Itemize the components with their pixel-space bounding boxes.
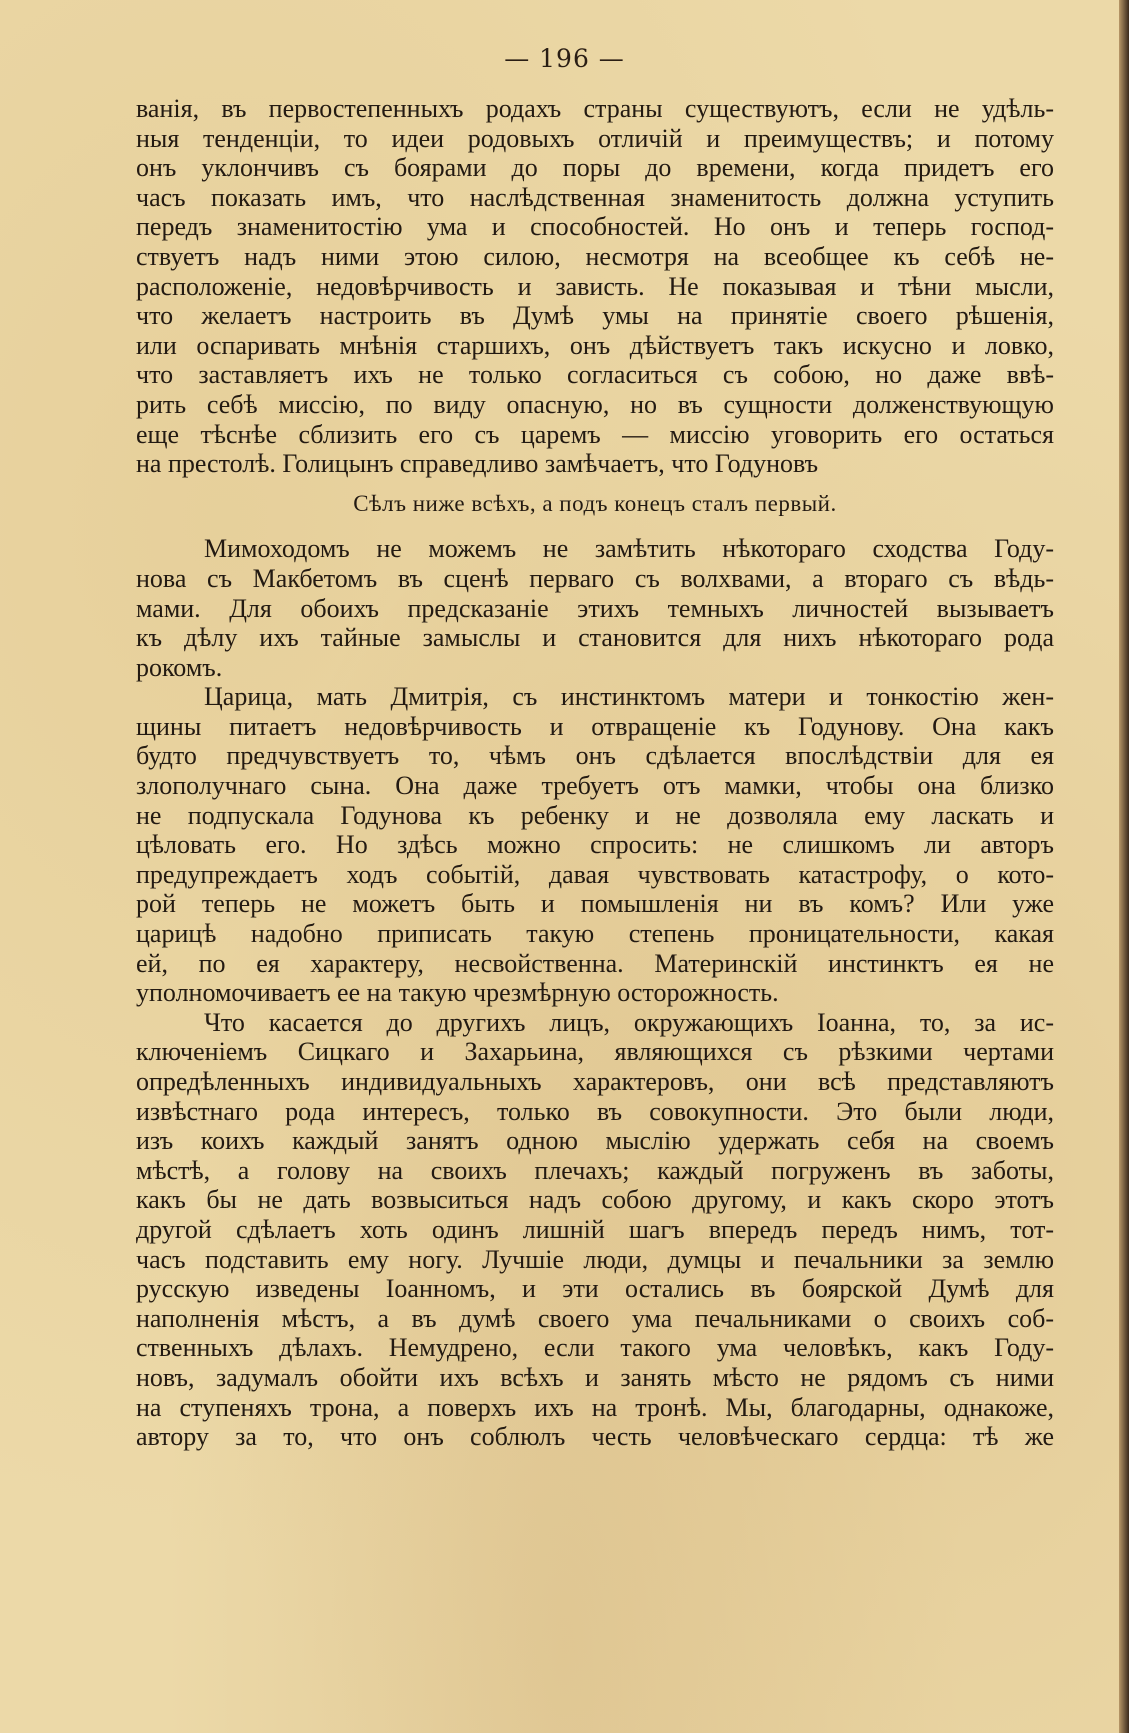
text-line: Мимоходомъ не можемъ не замѣтить нѣкотораго сходства Году-: [204, 534, 1054, 564]
text-line: наполненія мѣстъ, а въ думѣ своего ума печальниками о своихъ соб-: [136, 1303, 1054, 1333]
text-line: уполномочиваетъ ее на такую чрезмѣрную осторожность.: [136, 978, 779, 1008]
text-line: къ дѣлу ихъ тайные замыслы и становится для нихъ нѣкотораго рода: [136, 623, 1054, 653]
text-line: русскую изведены Іоанномъ, и эти остались въ боярской Думѣ для: [136, 1274, 1054, 1304]
page-edge-shadow: [1119, 0, 1129, 1733]
text-line: рой теперь не можетъ быть и помышленія ни въ комъ? Или уже: [136, 889, 1054, 919]
text-line: на ступеняхъ трона, а поверхъ ихъ на тронѣ. Мы, благодарны, однакоже,: [136, 1392, 1054, 1422]
text-line: рокомъ.: [136, 652, 223, 682]
text-line: новъ, задумалъ обойти ихъ всѣхъ и занять мѣсто не рядомъ съ ними: [136, 1362, 1054, 1392]
text-line: ванія, въ первостепенныхъ родахъ страны существуютъ, если не удѣль-: [136, 94, 1054, 123]
text-line: извѣстнаго рода интересъ, только въ совокупности. Это были люди,: [136, 1096, 1054, 1126]
text-line: онъ уклончивъ съ боярами до поры до времени, когда придетъ его: [136, 153, 1054, 183]
text-line: цѣловать его. Но здѣсь можно спросить: не слишкомъ ли авторъ: [136, 830, 1054, 860]
text-line: ключеніемъ Сицкаго и Захарьина, являющихся съ рѣзкими чертами: [136, 1037, 1054, 1067]
text-line: предупреждаетъ ходъ событій, давая чувствовать катастрофу, о кото-: [136, 859, 1054, 889]
page-text: [136, 94, 1054, 1452]
page-number: — 196 —: [504, 44, 625, 73]
text-line: изъ коихъ каждый занятъ одною мыслію удержать себя на своемъ: [136, 1126, 1054, 1156]
text-line: ныя тенденціи, то идеи родовыхъ отличій и преимуществъ; и потому: [136, 123, 1054, 153]
text-line: Что касается до другихъ лицъ, окружающихъ Іоанна, то, за ис-: [204, 1007, 1054, 1037]
text-line: мами. Для обоихъ предсказаніе этихъ темныхъ личностей вызываетъ: [136, 593, 1054, 623]
text-line: ственныхъ дѣлахъ. Немудрено, если такого ума человѣкъ, какъ Году-: [136, 1333, 1054, 1363]
text-line: расположеніе, недовѣрчивость и зависть. Не показывая и тѣни мысли,: [136, 271, 1054, 301]
text-line: что заставляетъ ихъ не только согласиться съ собою, но даже ввѣ-: [136, 360, 1054, 390]
text-line: часъ подставить ему ногу. Лучшіе люди, думцы и печальники за землю: [136, 1244, 1054, 1274]
quotation-line: Сѣлъ ниже всѣхъ, а подъ конецъ сталъ первый.: [353, 490, 837, 516]
text-line: что желаетъ настроить въ Думѣ умы на принятіе своего рѣшенія,: [136, 301, 1054, 331]
text-line: злополучнаго сына. Она даже требуетъ отъ мамки, чтобы она близко: [136, 771, 1054, 801]
text-line: щины питаетъ недовѣрчивость и отвращеніе къ Годунову. Она какъ: [136, 711, 1054, 741]
text-line: часъ показать имъ, что наслѣдственная знаменитость должна уступить: [136, 182, 1054, 212]
text-line: ствуетъ надъ ними этою силою, несмотря на всеобщее къ себѣ не-: [136, 241, 1054, 271]
text-line: автору за то, что онъ соблюлъ честь человѣческаго сердца: тѣ же: [136, 1422, 1054, 1452]
text-line: еще тѣснѣе сблизить его съ царемъ — миссію уговорить его остаться: [136, 419, 1054, 449]
text-line: опредѣленныхъ индивидуальныхъ характеровъ, они всѣ представляютъ: [136, 1067, 1054, 1096]
text-line: ей, по ея характеру, несвойственна. Материнскій инстинктъ ея не: [136, 948, 1054, 978]
text-line: царицѣ надобно приписать такую степень проницательности, какая: [136, 919, 1054, 949]
text-line: нова съ Макбетомъ въ сценѣ перваго съ волхвами, а втораго съ вѣдь-: [136, 563, 1054, 593]
text-line: мѣстѣ, а голову на своихъ плечахъ; каждый погруженъ въ заботы,: [136, 1155, 1054, 1185]
text-line: или оспаривать мнѣнія старшихъ, онъ дѣйствуетъ такъ искусно и ловко,: [136, 330, 1054, 360]
text-line: Царица, мать Дмитрія, съ инстинктомъ матери и тонкостію жен-: [204, 682, 1054, 712]
text-line: другой сдѣлаетъ хоть одинъ лишній шагъ впередъ передъ нимъ, тот-: [136, 1214, 1054, 1244]
text-line: на престолѣ. Голицынъ справедливо замѣчаетъ, что Годуновъ: [136, 449, 819, 479]
text-line: будто предчувствуетъ то, чѣмъ онъ сдѣлается впослѣдствіи для ея: [136, 741, 1054, 771]
text-line: передъ знаменитостію ума и способностей. Но онъ и теперь господ-: [136, 212, 1054, 242]
text-line: не подпускала Годунова къ ребенку и не дозволяла ему ласкать и: [136, 800, 1054, 830]
text-line: рить себѣ миссію, по виду опасную, но въ сущности долженствующую: [136, 389, 1054, 419]
text-line: какъ бы не дать возвыситься надъ собою другому, и какъ скоро этотъ: [136, 1185, 1054, 1215]
